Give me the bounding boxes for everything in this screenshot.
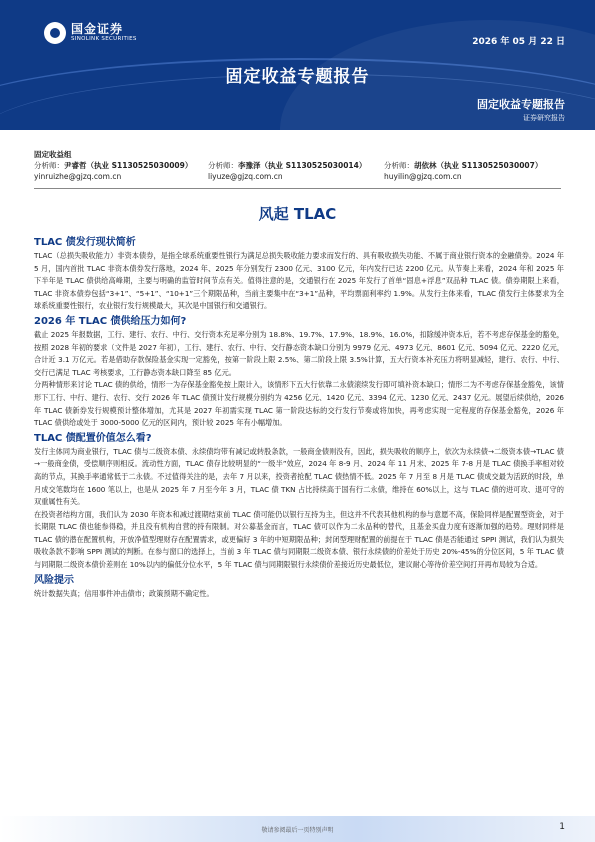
report-body — [34, 234, 564, 600]
section-heading: TLAC 债发行现状简析 — [34, 237, 136, 248]
logo-chinese-name: 国金证券 — [71, 22, 124, 36]
report-date: 2026 年 05 月 22 日 — [472, 37, 565, 47]
document-title: 风起 TLAC — [258, 205, 337, 223]
analyst-email-link[interactable]: huyilin@gjzq.com.cn — [384, 172, 462, 181]
footer-disclaimer: 敬请参阅最后一页特别声明 — [261, 827, 334, 834]
author-1 — [34, 160, 208, 171]
author-3 — [384, 160, 564, 171]
author-name-row — [34, 160, 564, 171]
analyst-name: 胡依林（执业 S1130525030007） — [414, 161, 543, 170]
analyst-label: 分析师： — [384, 161, 414, 170]
body-paragraph: 在投资者结构方面，我们认为 2030 年资本和减过渡期结束前 TLAC 债可能仍以银行互持为主，但这并不代表其他机构的参与意愿不高，保险同样是配置型资金，对于长期限 TLAC 债也能参得稳，并且没有机构自营的持有限制。对公募基金而言，TLAC 债可以作为二永品种的替代，且基金买盘力度有逐渐加强的趋势。理财同样是 TLAC 债的潜在配置机构，开放净值型理财存在配置需求，或更偏好 3 年的中短期限品种；封闭型理财配置的前提在于 TLAC 债是否能通过 SPPI 测试，我们认为损失吸收条款不影响 SPPI 测试的判断。在参与窗口的选择上，当前 3 年 TLAC 债与同期限二级资本债、银行永续债的价差处于历史 20%-45%的分位区间，5 年 TLAC 债与同期限二级资本债价差则在 10%以内的偏低分位水平，5 年 TLAC 债与同期限银行永续债价差接近历史最低位，建议耐心等待价差空间打开再布局较为合适。 — [34, 509, 564, 570]
logo-icon — [44, 22, 66, 44]
analyst-name: 尹睿哲（执业 S1130525030009） — [64, 161, 193, 170]
body-paragraph: TLAC（总损失吸收能力）非资本债券，是指全球系统重要性银行为满足总损失吸收能力要求而发行的、具有吸收损失功能、不属于商业银行资本的金融债券。2024 年 5 月，国内首批 TLAC 非资本债券发行落地，2024 年、2025 年分别发行 2300 亿元、3100 亿元，年内发行已达 2200 亿元。从节奏上来看，2024 年和 2025 年下半年是 TLAC 债供给高峰期，主要与明确的监管时间节点有关。值得注意的是，交通银行在 2025 年发行了首单“固息+浮息”双品种 TLAC 债。债券期限上来看，TLAC 非资本债券包括“3+1”、“5+1”、“10+1”三个期限品种，当前主要集中在“3+1”品种，平均票面利率约 1.9%。从发行主体来看，TLAC 债发行主体要求为全球系统重要性银行，农业银行发行规模最大，其次是中国银行和交通银行。 — [34, 251, 564, 311]
header-subtitle: 固定收益专题报告 — [477, 98, 565, 111]
body-paragraph: 发行主体同为商业银行，TLAC 债与二级资本债、永续债均带有减记或转股条款，一般商金债则没有，因此，损失吸收的顺序上，依次为永续债→二级资本债→TLAC 债→一般商金债，受偿顺序则相反。流动性方面，TLAC 债存比较明显的“一级半”效应，2024 年 8-9 月、2024 年 11 月末、2025 年 7-8 月是 TLAC 债换手率相对较高的节点，其换手率通常低于二永债。不过值得关注的是，去年 7 月以来，投资者抢配 TLAC 债热情不低。2025 年 7 月至 8 月是 TLAC 债成交最为活跃的时段，单月成交笔数均在 1600 笔以上，也是从 2025 年 7 月至今年 3 月，TLAC 债 TKN 占比持续高于国有行二永债，维持在 60%以上，这与 TLAC 债的进可攻、退可守的双重属性有关。 — [34, 446, 564, 507]
section-issuance-status — [34, 236, 564, 313]
section-heading: 风险提示 — [34, 574, 74, 586]
analyst-label: 分析师： — [208, 161, 238, 170]
report-type-label: 证券研究报告 — [523, 114, 565, 122]
body-paragraph: 截止 2025 年报数据，工行、建行、农行、中行、交行资本充足率分别为 18.8%、19.7%、17.9%、18.9%、16.0%，扣除缓冲资本后，若不考虑存保基金的豁免，按照 2028 年初的要求（文件是 2027 年初），工行、建行、农行、中行、交行静态资本缺口分别为 9979 亿元、4973 亿元、8601 亿元、5094 亿元、2220 亿元，合计近 3.1 万亿元。若是借助存款保险基金实现一定豁免，按第一阶段上限 2.5%、第二阶段上限 3.5%计算，五大行资本补充压力将明显减轻，建行、农行、中行、交行已满足 TLAC 考核要求，工行静态资本缺口降至 85 亿元。 — [34, 329, 564, 377]
analyst-label: 分析师： — [34, 161, 64, 170]
section-heading: TLAC 债配置价值怎么看? — [34, 432, 152, 444]
report-header — [0, 0, 595, 130]
author-block — [34, 150, 564, 182]
section-supply-pressure — [34, 315, 564, 430]
body-paragraph: 分两种情形来讨论 TLAC 债的供给，情形一为存保基金豁免按上限计入，该情形下五大行依靠二永债滚续发行即可填补资本缺口；情形二为不考虑存保基金豁免，该情形下工行、中行、建行、农行、交行 2026 年 TLAC 债预计发行规模分别约为 4256 亿元、1420 亿元、3394 亿元、1230 亿元、2437 亿元。展望后续供给，2026 年 TLAC 债新券发行规模预计整体增加，尤其是 2027 年初需实现 TLAC 第一阶段达标的交行发行节奏或将加快，再考虑实现一定程度的存保基金豁免，2026 年 TLAC 债供给或处于 3000-5000 亿元的区间内，预计较 2025 年有小幅增加。 — [34, 380, 564, 428]
section-allocation-value — [34, 432, 564, 572]
company-logo — [44, 22, 137, 44]
author-email-row — [34, 171, 564, 182]
body-paragraph: 统计数据失真；信用事件冲击债市；政策预期不确定性。 — [34, 588, 214, 598]
research-group-label: 固定收益组 — [34, 150, 72, 159]
divider — [34, 188, 561, 189]
analyst-email-link[interactable]: liyuze@gjzq.com.cn — [208, 172, 283, 181]
analyst-name: 李豫泽（执业 S1130525030014） — [238, 161, 367, 170]
header-title: 固定收益专题报告 — [225, 67, 370, 87]
section-heading: 2026 年 TLAC 债供给压力如何? — [34, 315, 187, 327]
author-2 — [208, 160, 384, 171]
section-risk-warning — [34, 574, 564, 601]
page-number: 1 — [559, 822, 565, 832]
logo-english-name: SINOLINK SECURITIES — [71, 36, 137, 42]
page-footer — [0, 816, 595, 842]
analyst-email-link[interactable]: yinruizhe@gjzq.com.cn — [34, 172, 122, 181]
